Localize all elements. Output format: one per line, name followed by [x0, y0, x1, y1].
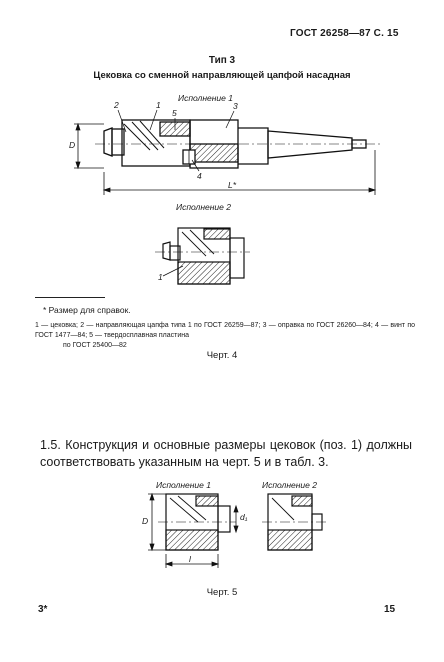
- section-title: Цековка со сменной направляющей цапфой насадная: [93, 70, 351, 81]
- callout-2: 2: [114, 100, 119, 110]
- footnote: * Размер для справок.: [43, 305, 131, 315]
- drawing-5-dimension-d: D: [142, 516, 149, 526]
- signature-mark: 3*: [38, 604, 48, 615]
- variant-2-label: Исполнение 2: [176, 202, 231, 212]
- page-number: 15: [384, 604, 396, 615]
- section-paragraph: 1.5. Конструкция и основные размеры цековок (поз. 1) должны соответствовать указанным на черт. 5 и в табл. 3.: [40, 438, 412, 469]
- callout-4: 4: [197, 171, 202, 181]
- drawing-5-dimension-d1: d₁: [240, 512, 248, 522]
- dimension-l-label: L*: [228, 180, 237, 190]
- drawing-5-variant-1-label: Исполнение 1: [156, 480, 211, 490]
- callout-1: 1: [156, 100, 161, 110]
- drawing-5-variant-2-label: Исполнение 2: [262, 480, 317, 490]
- callout-1-variant-2: 1: [158, 272, 163, 282]
- callout-3: 3: [233, 101, 238, 111]
- legend-line-2: по ГОСТ 26260—84; 4 — винт по ГОСТ 1477—84; 5 — твердосплавная пластина: [35, 322, 415, 339]
- figure-5-caption: Черт. 5: [206, 587, 238, 598]
- footnote-divider: [35, 297, 105, 298]
- drawing-5-dimension-l: l: [189, 554, 191, 564]
- legend-line-1: 1 — цековка; 2 — направляющая цапфа типа 1 по ГОСТ 26259—87; 3 — оправка: [35, 322, 305, 329]
- type-title: Тип 3: [208, 55, 236, 66]
- callout-5: 5: [172, 108, 177, 118]
- figure-4-caption: Черт. 4: [206, 350, 238, 361]
- legend-line-3: по ГОСТ 25400—82: [63, 342, 127, 349]
- document-header: ГОСТ 26258—87 С. 15: [290, 28, 399, 39]
- variant-1-label: Исполнение 1: [178, 93, 233, 103]
- dimension-d-label: D: [69, 140, 76, 150]
- legend-block: [35, 321, 415, 351]
